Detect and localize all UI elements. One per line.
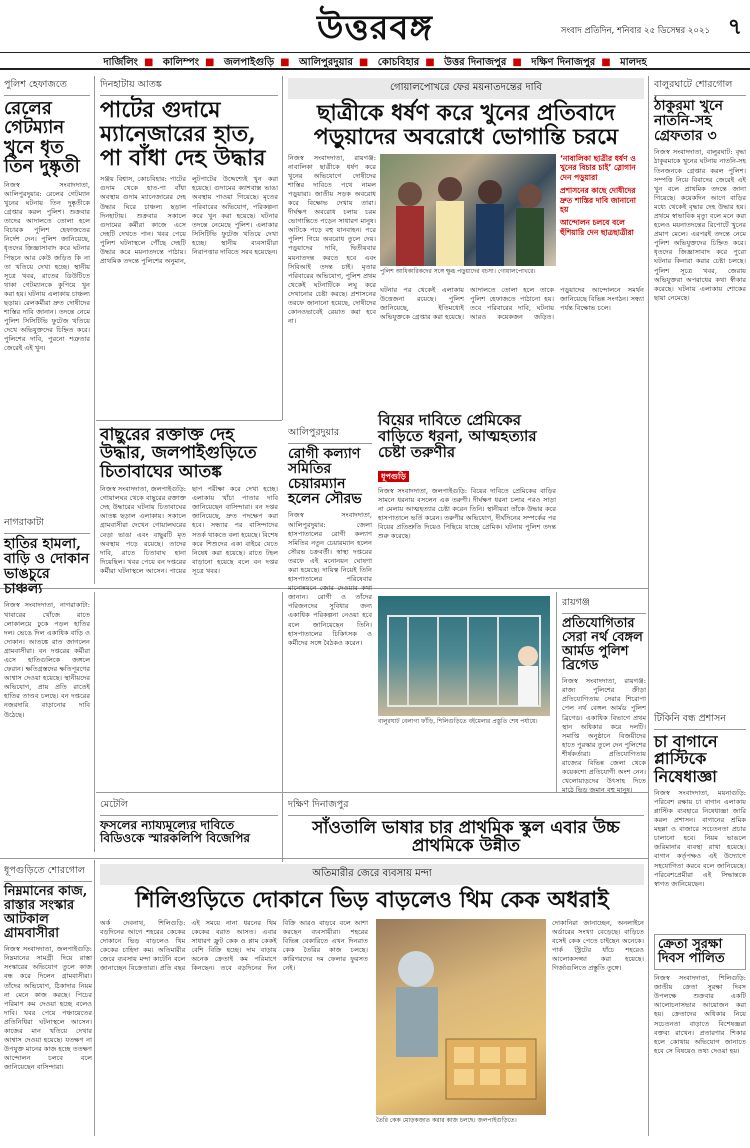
story-body: নিজস্ব সংবাদদাতা, শিলিগুড়ি: জাতীয় ক্রেতা সুরক্ষা দিবস উপলক্ষে শুক্রবার একটি আলোচনাসভার আয়োজন করা হয়। ক্রেতাদের অধিকার নিয়ে সচেতনতা বাড়াতে বিশেষজ্ঞরা বক্তব্য রাখেন। প্রতারণার শিকার হলে কোথায় অভিযোগ জানাতে হবে সে বিষয়েও তথ্য দেওয়া হয়। xyxy=(654,974,746,1055)
section-title: উত্তরবঙ্গ xyxy=(317,8,433,48)
story-kicker: গোয়ালপোখরে ফের ময়নাতদন্তের দাবি xyxy=(288,78,644,99)
story-kicker: টিকিনি বন্ধ প্রশাসন xyxy=(654,712,746,730)
lead-story xyxy=(288,78,644,418)
story-road-repair xyxy=(4,864,92,1134)
story-headline[interactable]: হাতির হামলা, বাড়ি ও দোকান ভাঙচুরে চাঞ্চল্য xyxy=(4,536,90,598)
story-kicker: মেটেলি xyxy=(100,798,278,816)
lead-headline[interactable]: ছাত্রীকে ধর্ষণ করে খুনের প্রতিবাদে পড়ুয়াদের অবরোধে ভোগান্তি চরমে xyxy=(313,100,619,150)
story-kicker: রায়গঞ্জ xyxy=(562,596,646,614)
story-headline[interactable]: নিম্নমানের কাজ, রাস্তার সংস্কার আটকাল গ্রামবাসীরা xyxy=(4,884,88,942)
story-body: নিজস্ব সংবাদদাতা, আলিপুরদুয়ার: রেলের গেটম্যান খুনের ঘটনায় তিন দুষ্কৃতীকে গ্রেপ্তার করল পুলিশ। শুক্রবার তাদের আদালতে তোলা হলে বিচারক পুলিশ হেফাজতের নির্দেশ দেন। পুলিশ জানিয়েছে, ধৃতদের জিজ্ঞাসাবাদ করে ঘটনার পিছনে আর কেউ জড়িত কি না তা খতিয়ে দেখা হচ্ছে। স্থানীয় সূত্রে খবর, রাতের ডিউটিতে থাকা গেটম্যানকে কুপিয়ে খুন করা হয়। ঘটনায় এলাকায় চাঞ্চল্য ছড়ায়। রেলকর্মীরা দ্রুত দোষীদের শাস্তির দাবি জানান। তদন্তে নেমে পুলিশ সিসিটিভি ফুটেজ খতিয়ে দেখে অভিযুক্তদের চিহ্নিত করে। পুলিশের দাবি, পুরনো শত্রুতার জেরেই এই খুন। xyxy=(4,180,90,353)
story-kicker: ধূপগুড়িতে শোরগোল xyxy=(4,864,92,882)
story-body: নিজস্ব সংবাদদাতা, জলপাইগুড়ি: নিম্নমানের সামগ্রী দিয়ে রাস্তা সংস্কারের অভিযোগ তুলে কাজ বন্ধ করে দিলেন গ্রামবাসীরা। তাঁদের অভিযোগ, ঠিকাদার নিয়ম না মেনে কাজ করছে। পিচের পরিমাণ কম দেওয়া হচ্ছে বলেও দাবি। খবর পেয়ে পঞ্চায়েতের প্রতিনিধিরা ঘটনাস্থলে আসেন। কাজের মান খতিয়ে দেখার আশ্বাস দেওয়া হয়েছে। যতক্ষণ না উপযুক্ত মানের কাজ হচ্ছে ততক্ষণ আন্দোলন চলবে বলে জানিয়েছেন বাসিন্দারা। xyxy=(4,945,92,1072)
story-theme-cake xyxy=(100,864,644,1136)
story-kicker: দক্ষিণ দিনাজপুর xyxy=(288,798,644,816)
story-marriage-protest xyxy=(378,412,556,588)
district-item[interactable]: মালদহ xyxy=(620,57,647,68)
story-body: নিজস্ব সংবাদদাতা, রায়গঞ্জ: রাজ্য পুলিশের ক্রীড়া প্রতিযোগিতায় সেরার শিরোপা পেল নর্থ বেঙ্গল আর্মড পুলিশ ব্রিগেড। একাধিক বিভাগে প্রথম স্থান অধিকার করে দলটি। সমাপ্তি অনুষ্ঠানে বিজয়ীদের হাতে পুরস্কার তুলে দেন পুলিশের শীর্ষকর্তারা। প্রতিযোগিতায় রাজ্যের বিভিন্ন জেলা থেকে কয়েকশো প্রতিযোগী অংশ নেন। খেলোয়াড়দের উৎসাহ দিতে মাঠে ভিড় জমান বহু মানুষ। xyxy=(562,677,646,795)
story-body: নিজস্ব সংবাদদাতা, বালুরঘাট: বৃদ্ধা ঠাকুরমাকে খুনের ঘটনায় নাতনি-সহ তিনজনকে গ্রেপ্তার করল পুলিশ। সম্পত্তি নিয়ে বিবাদের জেরেই এই খুন বলে প্রাথমিক তদন্তে জানা গিয়েছে। কয়েকদিন আগে বাড়ির মধ্যে থেকেই বৃদ্ধার দেহ উদ্ধার হয়। প্রথমে স্বাভাবিক মৃত্যু বলে মনে করা হলেও ময়নাতদন্তের রিপোর্টে খুনের প্রমাণ মেলে। এরপরই তদন্তে নেমে পুলিশ অভিযুক্তদের চিহ্নিত করে। ধৃতদের জিজ্ঞাসাবাদ করে পুরো ঘটনার কিনারা করার চেষ্টা চলছে। পুলিশ সূত্রে খবর, জেরায় অভিযুক্তরা অপরাধের কথা স্বীকার করেছে। ঘটনায় এলাকায় শোকের ছায়া নেমেছে। xyxy=(654,148,746,302)
district-item[interactable]: কালিম্পং xyxy=(162,57,200,68)
story-kicker: পুলিশ হেফাজতে xyxy=(4,78,90,96)
district-item[interactable]: কোচবিহার xyxy=(377,57,420,68)
bookfair-photo[interactable] xyxy=(378,596,550,716)
story-kicker: দিনহাটায় আতঙ্ক xyxy=(100,78,278,96)
story-body: নিজস্ব সংবাদদাতা, নাগরাকাটা: খাবারের খোঁজে রাতে লোকালয়ে ঢুকে পড়ল হাতির দল। ভেঙে দিল একাধিক বাড়ি ও দোকান। আতঙ্কে রাত জাগলেন গ্রামবাসীরা। বন দপ্তরের কর্মীরা এসে হাতিগুলিকে জঙ্গলে ফেরান। ক্ষতিগ্রস্তদের ক্ষতিপূরণের আশ্বাস দেওয়া হয়েছে। স্থানীয়দের অভিযোগ, প্রায় প্রতি রাতেই হাতির তাণ্ডব চলছে। বন দপ্তরের নজরদারি বাড়ানোর দাবি উঠেছে। xyxy=(4,601,90,719)
location-tag: ধূপগুড়ি xyxy=(378,471,409,482)
story-body: নিজস্ব সংবাদদাতা, আলিপুরদুয়ার: জেলা হাসপাতালের রোগী কল্যাণ সমিতির নতুন চেয়ারম্যান হলেন সৌরভ চক্রবর্তী। স্বাস্থ্য দপ্তরের তরফে এই মনোনয়ন ঘোষণা করা হয়েছে। দায়িত্ব নিয়েই তিনি হাসপাতালের পরিষেবার মানোন্নয়নে জোর দেওয়ার কথা জানান। রোগী ও তাঁদের পরিজনদের সুবিধার জন্য একাধিক পরিকল্পনা নেওয়া হবে বলে জানিয়েছেন তিনি। হাসপাতালের চিকিৎসক ও কর্মীদের সঙ্গে বৈঠকও করেন। xyxy=(288,511,372,647)
story-santali-school xyxy=(288,798,644,856)
crowd-illustration xyxy=(380,154,556,266)
photo-caption: পুলিশ আধিকারিকদের সঙ্গে ক্ষুব্ধ পড়ুয়াদের বচসা। গোয়ালপোখরে। xyxy=(380,267,536,275)
gate-illustration xyxy=(378,596,550,716)
story-body: অর্ক দেবনাথ, শিলিগুড়ি: বড়দিনের আগে শহরের কেকের দোকানে ভিড় বাড়লেও থিম কেকের চাহিদা কম। অতিমারীর জেরে ব্যবসায় মন্দা কাটেনি বলে জানাচ্ছেন বিক্রেতারা। প্রতি বছর এই সময়ে নানা ধরনের থিম কেকের বরাত আসত। এবার সাধারণ ফ্রুট কেক ও প্লাম কেকই বেশি বিক্রি হচ্ছে। দাম বাড়ায় অনেক ক্রেতাই কম পরিমাণে কিনছেন। তবে বড়দিনের দিন বিক্রি আরও বাড়বে বলে আশা করছেন ব্যবসায়ীরা। শহরের বিভিন্ন বেকারিতে এখন দিনরাত কেক তৈরির কাজ চলছে। কারিগরদের দম ফেলার ফুরসত নেই। xyxy=(100,918,368,973)
district-item[interactable]: দার্জিলিং xyxy=(103,57,138,68)
story-body: নিজস্ব সংবাদদাতা, জলপাইগুড়ি: বিয়ের দাবিতে প্রেমিকের বাড়ির সামনে ধরনায় বসলেন এক তরুণী। দীর্ঘক্ষণ ধরনা চলার পরও সাড়া না মেলায় আত্মহত্যার চেষ্টা করেন তিনি। স্থানীয়রা তাঁকে উদ্ধার করে হাসপাতালে ভর্তি করেন। তরুণীর অভিযোগ, দীর্ঘদিনের সম্পর্কের পর বিয়ের প্রতিশ্রুতি দিয়েও পিছিয়ে যাচ্ছে প্রেমিক। ঘটনায় পুলিশ তদন্ত শুরু করেছে। xyxy=(378,486,556,541)
photo-caption: বালুরঘাট বেলাগা ফাঁড়ি, শিলিগুড়িতে বইমেলার প্রস্তুতি শেষ পর্যায়ে। xyxy=(378,718,538,725)
story-consumer-day xyxy=(654,934,746,1134)
story-grandmother-murder xyxy=(654,78,746,538)
story-leopard-panic xyxy=(100,426,278,586)
story-headline[interactable]: রোগী কল্যাণ সমিতির চেয়ারম্যান হলেন সৌরভ xyxy=(288,446,362,508)
story-body: সঞ্জয় বিশ্বাস, কোচবিহার: পাটের গুদাম থেকে হাত-পা বাঁধা অবস্থায় গুদাম ম্যানেজারের দেহ উদ্ধার ঘিরে চাঞ্চল্য ছড়াল দিনহাটায়। শুক্রবার সকালে গুদামের কর্মীরা কাজে এসে দেহটি দেখতে পান। খবর পেয়ে পুলিশ ঘটনাস্থলে পৌঁছে দেহটি উদ্ধার করে ময়নাতদন্তে পাঠায়। প্রাথমিক তদন্তে পুলিশের অনুমান, লুটপাটের উদ্দেশ্যেই খুন করা হয়েছে। গুদামের ক্যাশবাক্স ভাঙা অবস্থায় পাওয়া গিয়েছে। মৃতের পরিবারের অভিযোগ, পরিকল্পনা করে খুন করা হয়েছে। ঘটনার তদন্তে নেমেছে পুলিশ। এলাকার সিসিটিভি ফুটেজ খতিয়ে দেখা হচ্ছে। স্থানীয় ব্যবসায়ীরা নিরাপত্তার দাবিতে সরব হয়েছেন। xyxy=(100,175,278,266)
story-body: নিজস্ব সংবাদদাতা, জলপাইগুড়ি: গোয়ালঘর থেকে বাছুরের রক্তাক্ত দেহ উদ্ধারের ঘটনায় চিতাবাঘের আতঙ্ক ছড়াল এলাকায়। সকালে গ্রামবাসীরা দেখেন গোয়ালঘরের বেড়া ভাঙা এবং বাছুরটি মৃত অবস্থায় পড়ে রয়েছে। তাদের দাবি, রাতে চিতাবাঘ হানা দিয়েছিল। খবর পেয়ে বন দপ্তরের কর্মীরা ঘটনাস্থলে আসেন। পায়ের ছাপ পরীক্ষা করে দেখা হচ্ছে। এলাকায় খাঁচা পাতার দাবি জানিয়েছেন বাসিন্দারা। বন দপ্তর জানিয়েছে, দ্রুত পদক্ষেপ করা হবে। সন্ধ্যার পর বাসিন্দাদের সতর্ক থাকতে বলা হয়েছে। বিশেষ করে শিশুদের একা বাইরে যেতে নিষেধ করা হয়েছে। রাতে টহল বাড়ানো হয়েছে বলে বন দপ্তর সূত্রে খবর। xyxy=(100,485,278,575)
story-body: নিজস্ব সংবাদদাতা, রায়গঞ্জ: নাবালিকা ছাত্রীকে ধর্ষণ করে খুনের অভিযোগে দোষীদের শাস্তির দাবিতে পথে নামল পড়ুয়ারা। জাতীয় সড়ক অবরোধ করে বিক্ষোভ দেখায় তারা। দীর্ঘক্ষণ অবরোধ চলায় চরম ভোগান্তিতে পড়েন সাধারণ মানুষ। আটকে পড়ে বহু যানবাহন। পরে পুলিশ গিয়ে অবরোধ তুলে দেয়। পড়ুয়াদের দাবি, দ্বিতীয়বার ময়নাতদন্ত করতে হবে এবং সিবিআই তদন্ত চাই। মৃতার পরিবারের অভিযোগ, পুলিশ প্রথম থেকেই ঘটনাটিকে লঘু করে দেখানোর চেষ্টা করছে। প্রশাসনের তরফে জানানো হয়েছে, দোষীদের কোনওভাবেই রেয়াত করা হবে না। xyxy=(288,153,376,326)
issue-date: সংবাদ প্রতিদিন, শনিবার ২৫ ডিসেম্বর ২০২১ xyxy=(560,26,710,36)
story-headline[interactable]: সাঁওতালি ভাষার চার প্রাথমিক স্কুল এবার উচ্চ প্রাথমিকে উন্নীত xyxy=(312,818,620,857)
story-plastic-ban xyxy=(654,712,746,912)
page-number: ৭ xyxy=(727,14,742,40)
story-headline[interactable]: বিয়ের দাবিতে প্রেমিকের বাড়িতে ধরনা, আত্মহত্যার চেষ্টা তরুণীর xyxy=(378,411,537,462)
story-kicker: আলিপুরদুয়ার xyxy=(288,426,372,444)
story-kicker: বালুরঘাটে শোরগোল xyxy=(654,78,746,96)
story-rogi-kalyan xyxy=(288,426,372,647)
story-headline[interactable]: ফসলের ন্যায্যমূল্যের দাবিতে বিডিওকে স্মারকলিপি বিজেপির xyxy=(100,818,250,845)
district-strip: দার্জিলিং ■ কালিম্পং ■ জলপাইগুড়ি ■ আলিপুরদুয়ার ■ কোচবিহার ■ উত্তর দিনাজপুর ■ দক্ষিণ দিনাজপুর ■ মালদহ xyxy=(0,52,750,70)
story-police-brigade xyxy=(562,596,646,795)
story-headline[interactable]: প্রতিযোগিতার সেরা নর্থ বেঙ্গল আর্মড পুলিশ ব্রিগেড xyxy=(562,616,643,674)
district-item[interactable]: উত্তর দিনাজপুর xyxy=(444,57,507,68)
story-body: নিজস্ব সংবাদদাতা, ময়নাগুড়ি: পরিবেশ রক্ষায় চা বাগান এলাকায় প্লাস্টিক ব্যবহারে নিষেধাজ্ঞা জারি করল প্রশাসন। বাগানের শ্রমিক মহল্লা ও বাজারে সচেতনতা প্রচার চালানো হবে। নিয়ম ভাঙলে জরিমানার ব্যবস্থা রাখা হয়েছে। বাগান কর্তৃপক্ষও এই উদ্যোগে সহযোগিতা করবে বলে জানিয়েছে। পরিবেশপ্রেমীরা এই সিদ্ধান্তকে স্বাগত জানিয়েছেন। xyxy=(654,788,746,888)
story-headline[interactable]: শিলিগুড়িতে দোকানে ভিড় বাড়লেও থিম কেক অধরাই xyxy=(135,887,609,913)
district-item[interactable]: জলপাইগুড়ি xyxy=(223,57,275,68)
story-headline[interactable]: পাটের গুদামে ম্যানেজারের হাত, পা বাঁধা দেহ উদ্ধার xyxy=(100,97,266,171)
story-jute-godown xyxy=(100,78,278,416)
highlight-item: ‘নাবালিকা ছাত্রীর ধর্ষণ ও খুনের বিচার চাই’ স্লোগান দেন পড়ুয়ারা xyxy=(560,153,636,182)
story-body-continued: দোকানিরা জানাচ্ছেন, অনলাইনে অর্ডারের সংখ্যা বেড়েছে। বাড়িতে বসেই কেক পেতে চাইছেন অনেকে। পার্ক স্ট্রিটের ধাঁচে শহরেও আলোকসজ্জা করা হয়েছে। গির্জাগুলিতে প্রস্তুতি তুঙ্গে। xyxy=(552,918,644,973)
story-headline[interactable]: ক্রেতা সুরক্ষা দিবস পালিত xyxy=(654,934,746,970)
story-kicker: নাগরাকাটা xyxy=(4,516,90,534)
story-crop-price xyxy=(100,798,278,856)
district-item[interactable]: আলিপুরদুয়ার xyxy=(299,57,353,68)
masthead xyxy=(0,0,750,50)
story-headline[interactable]: রেলের গেটম্যান খুনে ধৃত তিন দুষ্কৃতী xyxy=(4,98,80,178)
highlight-item: আন্দোলন চলবে বলে হুঁশিয়ারি দেন ছাত্রছাত্রীরা xyxy=(560,218,634,237)
story-headline[interactable]: চা বাগানে প্লাস্টিকে নিষেধাজ্ঞা xyxy=(654,732,718,786)
cake-photo[interactable] xyxy=(376,919,546,1115)
photo-caption: তৈরি কেক মোড়কজাত করার কাজ চলছে। জলপাইগুড়িতে। xyxy=(376,1116,517,1124)
story-kicker: অতিমারীর জেরে ব্যবসায় মন্দা xyxy=(100,864,644,885)
story-gateman-murder xyxy=(4,78,90,510)
story-body-continued: ঘটনার পর থেকেই এলাকায় উত্তেজনা রয়েছে। পুলিশ জানিয়েছে, ইতিমধ্যেই অভিযুক্তকে গ্রেপ্তার করা হয়েছে। আদালতে তোলা হলে তাকে পুলিশ হেফাজতে পাঠানো হয়। তবে পরিবারের দাবি, ঘটনায় আরও কয়েকজন জড়িত। পড়ুয়াদের আন্দোলনে সমর্থন জানিয়েছে বিভিন্ন সংগঠন। সন্ধ্যা পর্যন্ত বিক্ষোভ চলে। xyxy=(380,285,644,321)
protest-photo[interactable] xyxy=(380,154,556,266)
highlight-item: প্রশাসনের কাছে দোষীদের দ্রুত শাস্তির দাবি জানানো হয় xyxy=(560,185,636,215)
story-elephant-attack xyxy=(4,516,90,856)
lead-highlights xyxy=(560,154,644,304)
story-headline[interactable]: ঠাকুরমা খুনে নাতনি-সহ গ্রেফতার ৩ xyxy=(654,98,723,145)
story-headline[interactable]: বাছুরের রক্তাক্ত দেহ উদ্ধার, জলপাইগুড়িতে চিতাবাঘের আতঙ্ক xyxy=(100,425,257,482)
baker-illustration xyxy=(376,919,546,1115)
district-item[interactable]: দক্ষিণ দিনাজপুর xyxy=(531,57,596,68)
